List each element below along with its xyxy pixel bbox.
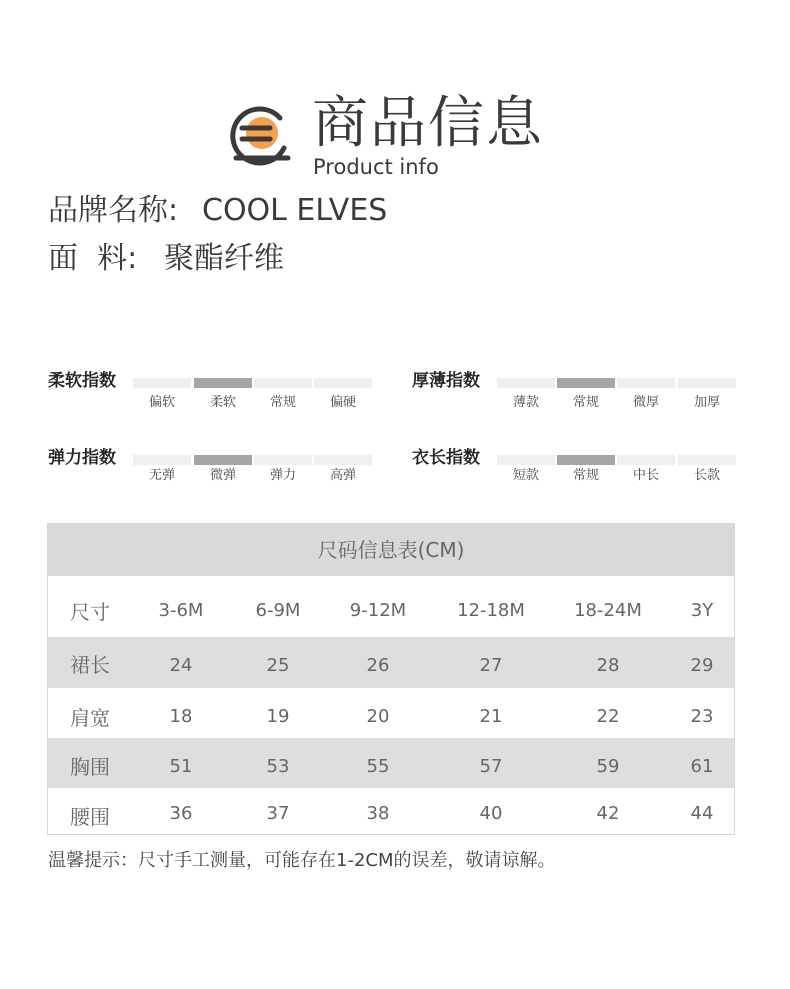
softness-segment-3: [254, 378, 312, 388]
size-chart-table: [47, 523, 735, 835]
softness-option-label: 常规: [269, 395, 296, 410]
brand-value: COOL ELVES: [202, 193, 388, 228]
thickness-option-label: 微厚: [632, 395, 659, 410]
table-cell: 61: [690, 756, 714, 777]
table-cell: 55: [366, 756, 390, 777]
elasticity-scale: [48, 446, 408, 496]
size-column-header: 3Y: [690, 600, 714, 621]
length-scale-title: 衣长指数: [412, 448, 480, 468]
size-chart-title: 尺码信息表(CM): [48, 524, 734, 576]
measurement-note: 温馨提示：尺寸手工测量，可能存在1-2CM的误差，敬请谅解。: [48, 850, 556, 871]
length-segment-1: [497, 455, 555, 465]
table-cell: 42: [596, 803, 620, 824]
table-cell: 40: [479, 803, 503, 824]
length-option-label: 长款: [693, 468, 720, 483]
table-cell: 53: [266, 756, 290, 777]
thickness-segment-4: [678, 378, 736, 388]
thickness-scale-title: 厚薄指数: [412, 371, 480, 391]
table-cell: 36: [169, 803, 193, 824]
elasticity-segment-4: [314, 455, 372, 465]
table-cell: 23: [690, 706, 714, 727]
thickness-segment-3: [617, 378, 675, 388]
softness-scale: [48, 369, 408, 419]
length-scale: [412, 446, 772, 496]
table-cell: 20: [366, 706, 390, 727]
elasticity-option-label: 高弹: [329, 468, 356, 483]
table-cell: 26: [366, 655, 390, 676]
elasticity-segment-2: [194, 455, 252, 465]
page-subtitle: Product info: [313, 155, 439, 179]
softness-segment-1: [133, 378, 191, 388]
table-cell: 21: [479, 706, 503, 727]
size-column-header: 12-18M: [457, 600, 525, 621]
length-option-label: 常规: [572, 468, 599, 483]
product-info-header: [0, 0, 790, 190]
thickness-option-label: 薄款: [512, 395, 539, 410]
table-cell: 18: [169, 706, 193, 727]
length-option-label: 短款: [512, 468, 539, 483]
length-segment-3: [617, 455, 675, 465]
table-cell: 22: [596, 706, 620, 727]
softness-option-label: 柔软: [209, 395, 236, 410]
size-header-label: 尺寸: [70, 600, 110, 624]
row-label: 胸围: [70, 755, 110, 779]
elasticity-segment-3: [254, 455, 312, 465]
table-row: [48, 788, 734, 834]
table-cell: 57: [479, 756, 503, 777]
table-cell: 38: [366, 803, 390, 824]
softness-segment-2: [194, 378, 252, 388]
size-column-header: 3-6M: [158, 600, 204, 621]
fabric-row: [48, 241, 284, 277]
table-row: [48, 738, 734, 788]
elasticity-option-label: 无弹: [148, 468, 175, 483]
table-row: [48, 637, 734, 688]
row-label: 腰围: [70, 805, 110, 829]
elasticity-segment-1: [133, 455, 191, 465]
row-label: 肩宽: [70, 706, 110, 730]
size-column-header: 18-24M: [574, 600, 642, 621]
length-segment-4: [678, 455, 736, 465]
page-title: 商品信息: [312, 91, 544, 156]
elasticity-scale-title: 弹力指数: [48, 448, 116, 468]
size-column-header: 6-9M: [255, 600, 301, 621]
table-cell: 19: [266, 706, 290, 727]
table-row: [48, 688, 734, 738]
elasticity-option-label: 微弹: [209, 468, 236, 483]
row-label: 裙长: [70, 653, 110, 677]
softness-scale-title: 柔软指数: [48, 371, 116, 391]
elasticity-option-label: 弹力: [269, 468, 296, 483]
table-cell: 24: [169, 655, 193, 676]
size-header-row: [48, 576, 734, 637]
softness-segment-4: [314, 378, 372, 388]
fabric-value: 聚酯纤维: [164, 241, 284, 276]
table-cell: 27: [479, 655, 503, 676]
brand-label: 品牌名称:: [48, 193, 179, 228]
table-cell: 25: [266, 655, 290, 676]
fabric-label: 面 料:: [48, 241, 138, 276]
thickness-segment-1: [497, 378, 555, 388]
document-stack-icon: [228, 106, 294, 166]
thickness-option-label: 常规: [572, 395, 599, 410]
length-option-label: 中长: [632, 468, 659, 483]
table-cell: 28: [596, 655, 620, 676]
table-cell: 51: [169, 756, 193, 777]
thickness-option-label: 加厚: [693, 395, 720, 410]
softness-option-label: 偏硬: [329, 395, 356, 410]
table-cell: 44: [690, 803, 714, 824]
thickness-segment-2: [557, 378, 615, 388]
table-cell: 59: [596, 756, 620, 777]
length-segment-2: [557, 455, 615, 465]
thickness-scale: [412, 369, 772, 419]
softness-option-label: 偏软: [148, 395, 175, 410]
size-column-header: 9-12M: [349, 600, 407, 621]
table-cell: 37: [266, 803, 290, 824]
brand-row: [48, 193, 388, 229]
table-cell: 29: [690, 655, 714, 676]
